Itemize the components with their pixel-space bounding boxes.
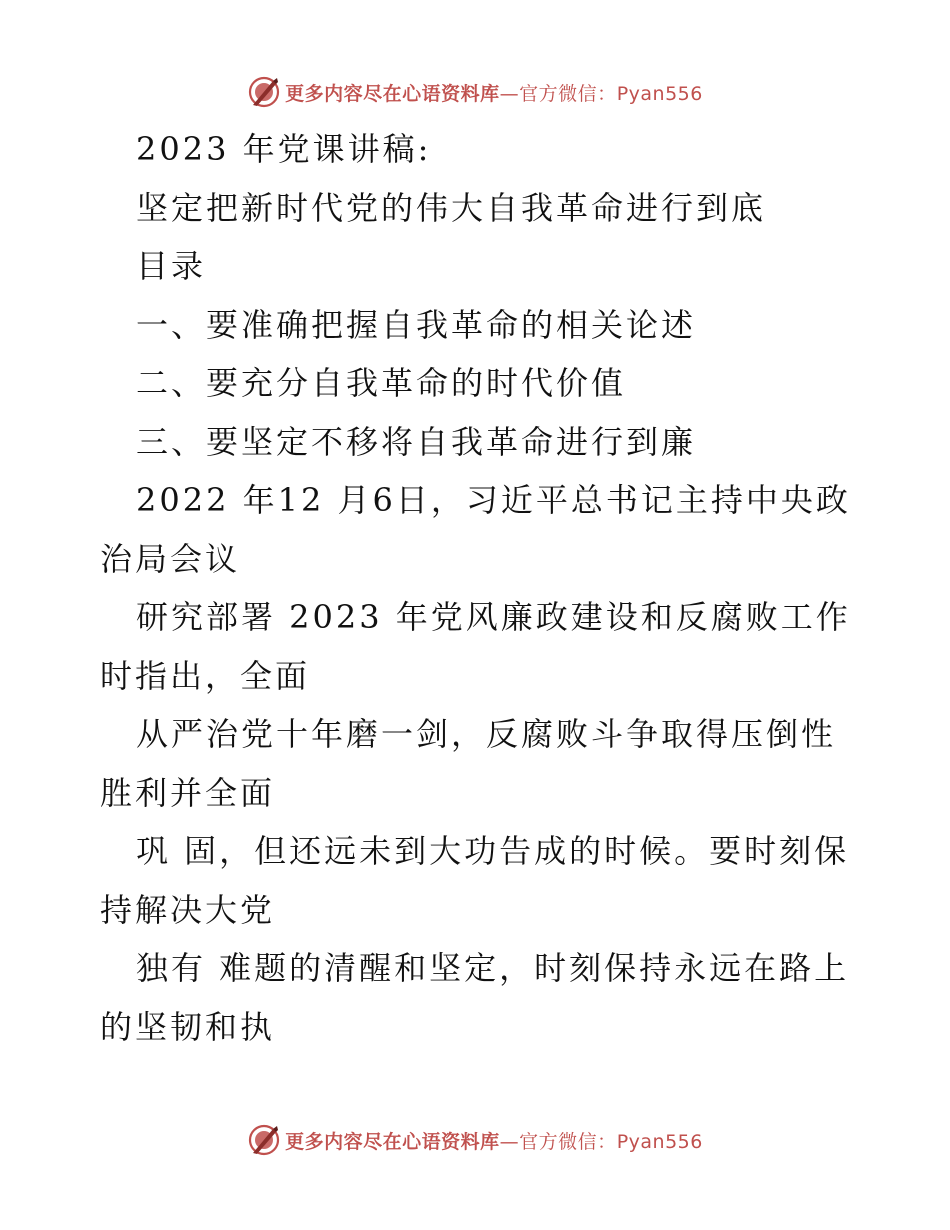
header-watermark [0,72,950,112]
body-paragraph: 研究部署 2023 年党风廉政建设和反腐败工作时指出，全面 [100,598,851,695]
watermark-text [285,1127,703,1154]
body-paragraph: 独有 难题的清醒和坚定，时刻保持永远在路上的坚韧和执 [100,949,850,1046]
body-paragraph: 从严治党十年磨一剑，反腐败斗争取得压倒性胜利并全面 [100,715,837,812]
toc-item-2: 二、要充分自我革命的时代价值 [136,364,627,402]
watermark-wechat-id: Pyan556 [616,1130,703,1153]
watermark-text [285,79,703,106]
quill-pen-seal-icon [247,1123,281,1157]
watermark-main: 更多内容尽在心语资料库 [285,1130,500,1153]
toc-heading: 目录 [136,247,207,285]
watermark-separator: —官方微信： [499,1130,617,1153]
quill-pen-seal-icon [247,75,281,109]
watermark-main: 更多内容尽在心语资料库 [285,82,500,105]
body-paragraph: 巩 固，但还远未到大功告成的时候。要时刻保持解决大党 [100,832,850,929]
doc-title-line: 2023 年党课讲稿: [136,130,432,168]
footer-watermark [0,1120,950,1160]
body-paragraph: 2022 年12 月6日，习近平总书记主持中央政治局会议 [100,481,851,578]
document-body [100,120,860,1056]
toc-item-3: 三、要坚定不移将自我革命进行到廉 [136,422,697,461]
toc-item-1: 一、要准确把握自我革命的相关论述 [136,305,697,344]
watermark-separator: —官方微信： [499,82,617,105]
watermark-wechat-id: Pyan556 [616,82,703,105]
doc-subtitle-line: 坚定把新时代党的伟大自我革命进行到底 [136,188,767,227]
